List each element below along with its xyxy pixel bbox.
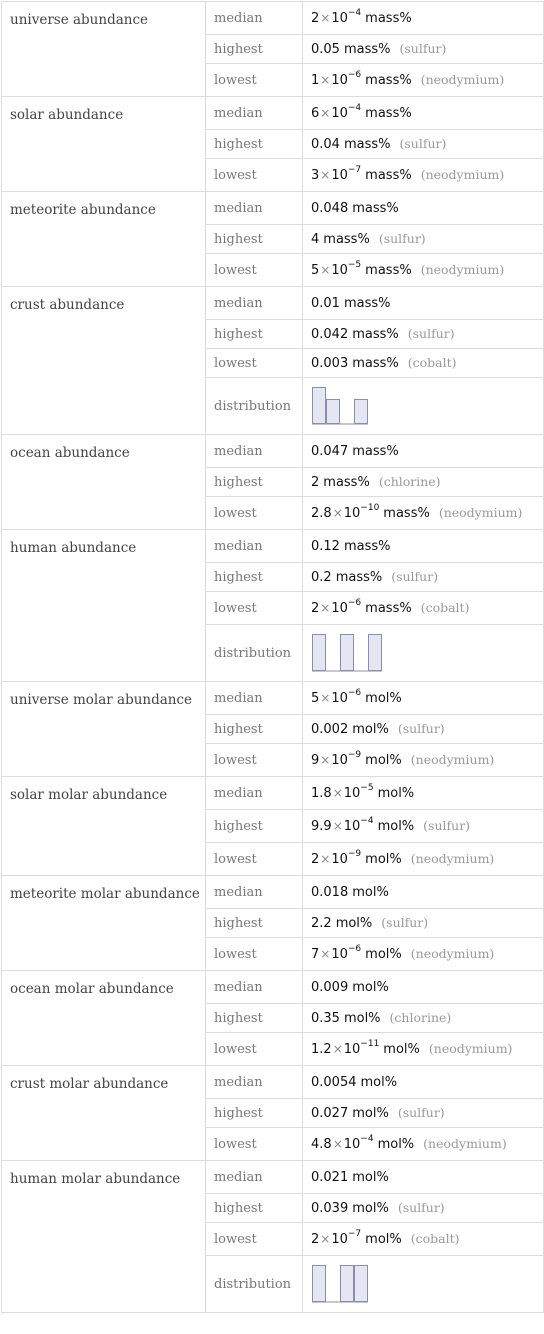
row-value xyxy=(303,64,544,97)
source-note: (neodymium) xyxy=(428,1041,513,1057)
table-row xyxy=(2,530,544,563)
source-note: (sulfur) xyxy=(397,1105,445,1120)
abundance-table xyxy=(1,1,544,1313)
row-label: median xyxy=(206,1161,303,1194)
value-number xyxy=(311,475,319,490)
group-title: ocean abundance xyxy=(2,435,206,530)
times-sign: × xyxy=(320,691,331,706)
power-base: 10 xyxy=(343,506,361,522)
row-value xyxy=(303,592,544,625)
times-sign: × xyxy=(320,947,331,962)
exponent: −4 xyxy=(360,815,374,826)
number: 0.027 xyxy=(311,1106,349,1121)
value-number xyxy=(311,539,340,554)
unit: mol% xyxy=(365,691,402,707)
row-value xyxy=(303,35,544,64)
row-label: highest xyxy=(206,909,303,938)
group-title: universe molar abundance xyxy=(2,682,206,777)
row-label: lowest xyxy=(206,497,303,530)
value-number xyxy=(311,749,362,769)
row-label: lowest xyxy=(206,159,303,192)
value-number xyxy=(311,327,348,342)
times-sign: × xyxy=(320,168,331,183)
times-sign: × xyxy=(332,819,343,834)
histogram-bar xyxy=(313,635,326,671)
power-base: 10 xyxy=(343,1137,361,1153)
mantissa: 5 xyxy=(311,263,320,279)
table-row xyxy=(2,1161,544,1194)
source-note: (sulfur) xyxy=(378,231,426,246)
table-row xyxy=(2,192,544,225)
power-base: 10 xyxy=(331,753,348,769)
value-number xyxy=(311,201,348,216)
number: 0.0054 xyxy=(311,1074,357,1090)
row-label: lowest xyxy=(206,938,303,971)
table-row xyxy=(2,97,544,130)
value-number xyxy=(311,444,348,459)
row-label: median xyxy=(206,192,303,225)
row-label: lowest xyxy=(206,64,303,97)
table-row xyxy=(2,435,544,468)
row-value xyxy=(303,843,544,876)
row-label: lowest xyxy=(206,843,303,876)
row-label: median xyxy=(206,530,303,563)
unit: mol% xyxy=(365,947,402,963)
histogram-bar xyxy=(341,635,354,671)
exponent: −5 xyxy=(360,782,374,793)
row-value xyxy=(303,1223,544,1256)
row-value xyxy=(303,1128,544,1161)
source-note: (chlorine) xyxy=(378,474,441,489)
exponent: −6 xyxy=(347,943,362,954)
row-value xyxy=(303,777,544,810)
row-label: highest xyxy=(206,1194,303,1223)
mantissa: 7 xyxy=(311,947,320,963)
row-value xyxy=(303,254,544,287)
group-title: human abundance xyxy=(2,530,206,682)
number: 2 xyxy=(311,475,320,490)
value-number xyxy=(311,722,348,737)
source-note: (neodymium) xyxy=(410,752,495,768)
source-note: (neodymium) xyxy=(420,167,505,183)
number: 0.021 xyxy=(311,1169,349,1185)
row-value xyxy=(303,909,544,938)
row-value xyxy=(303,159,544,192)
table-row xyxy=(2,2,544,35)
distribution-histogram xyxy=(311,1263,369,1305)
number: 0.018 xyxy=(311,884,349,900)
row-label: median xyxy=(206,435,303,468)
row-value xyxy=(303,435,544,468)
number: 0.04 xyxy=(311,137,340,152)
group-title: meteorite molar abundance xyxy=(2,876,206,971)
row-label: lowest xyxy=(206,592,303,625)
number: 0.12 xyxy=(311,538,340,554)
row-value xyxy=(303,497,544,530)
unit: mol% xyxy=(335,916,373,931)
value-number xyxy=(311,1038,380,1058)
source-note: (sulfur) xyxy=(399,41,447,56)
mantissa: 3 xyxy=(311,168,320,184)
value-number xyxy=(311,687,362,707)
power-base: 10 xyxy=(331,106,348,122)
source-note: (neodymium) xyxy=(410,851,495,867)
times-sign: × xyxy=(332,786,343,801)
row-label: highest xyxy=(206,1099,303,1128)
value-number xyxy=(311,570,332,585)
mantissa: 9.9 xyxy=(311,819,332,835)
source-note: (chlorine) xyxy=(389,1010,452,1025)
value-number xyxy=(311,356,348,371)
unit: mol% xyxy=(352,1169,389,1185)
value-number xyxy=(311,597,362,617)
number: 0.039 xyxy=(311,1201,349,1216)
row-value xyxy=(303,130,544,159)
times-sign: × xyxy=(320,263,331,278)
histogram-bar xyxy=(327,400,340,424)
number: 4 xyxy=(311,232,320,247)
row-label: median xyxy=(206,287,303,320)
value-number xyxy=(311,980,348,995)
row-value xyxy=(303,715,544,744)
row-label: distribution xyxy=(206,1256,303,1313)
value-number xyxy=(311,502,380,522)
unit: mol% xyxy=(383,1042,420,1058)
unit: mol% xyxy=(377,786,415,802)
row-value xyxy=(303,378,544,435)
mantissa: 9 xyxy=(311,753,320,769)
row-value xyxy=(303,625,544,682)
power-base: 10 xyxy=(343,786,361,802)
power-base: 10 xyxy=(331,168,348,184)
power-base: 10 xyxy=(343,819,361,835)
power-base: 10 xyxy=(331,601,348,617)
value-number xyxy=(311,7,362,27)
source-note: (sulfur) xyxy=(423,818,471,834)
row-value xyxy=(303,468,544,497)
unit: mol% xyxy=(360,1074,398,1090)
power-base: 10 xyxy=(331,1232,348,1248)
exponent: −9 xyxy=(347,749,362,760)
table-row xyxy=(2,287,544,320)
times-sign: × xyxy=(320,1232,331,1247)
row-label: lowest xyxy=(206,1033,303,1066)
unit: mol% xyxy=(352,884,389,900)
unit: mass% xyxy=(343,295,391,311)
times-sign: × xyxy=(320,73,331,88)
value-number xyxy=(311,885,348,900)
number: 0.002 xyxy=(311,722,349,737)
row-label: median xyxy=(206,777,303,810)
group-title: solar abundance xyxy=(2,97,206,192)
source-note: (neodymium) xyxy=(420,262,505,278)
group-title: ocean molar abundance xyxy=(2,971,206,1066)
number: 0.05 xyxy=(311,42,340,57)
unit: mol% xyxy=(365,852,402,868)
row-label: highest xyxy=(206,563,303,592)
group-title: crust abundance xyxy=(2,287,206,435)
value-number xyxy=(311,1228,362,1248)
power-base: 10 xyxy=(331,11,348,27)
row-label: highest xyxy=(206,810,303,843)
exponent: −11 xyxy=(360,1038,380,1049)
row-label: median xyxy=(206,971,303,1004)
number: 0.047 xyxy=(311,443,349,459)
source-note: (sulfur) xyxy=(407,326,455,341)
table-row xyxy=(2,876,544,909)
unit: mol% xyxy=(377,819,415,835)
exponent: −7 xyxy=(347,1228,362,1239)
row-value xyxy=(303,1066,544,1099)
abundance-table-body xyxy=(2,2,544,1313)
value-number xyxy=(311,1170,348,1185)
row-value xyxy=(303,744,544,777)
source-note: (cobalt) xyxy=(407,355,457,370)
row-value xyxy=(303,225,544,254)
exponent: −4 xyxy=(347,7,362,18)
exponent: −6 xyxy=(347,597,362,608)
source-note: (cobalt) xyxy=(410,1231,460,1247)
row-value xyxy=(303,320,544,349)
unit: mass% xyxy=(335,570,383,585)
unit: mass% xyxy=(343,137,391,152)
exponent: −4 xyxy=(347,102,362,113)
unit: mass% xyxy=(323,475,370,490)
table-row xyxy=(2,777,544,810)
unit: mol% xyxy=(352,1106,389,1121)
mantissa: 4.8 xyxy=(311,1137,332,1153)
exponent: −4 xyxy=(360,1133,374,1144)
unit: mass% xyxy=(365,11,412,27)
mantissa: 2.8 xyxy=(311,506,332,522)
times-sign: × xyxy=(320,601,331,616)
value-number xyxy=(311,943,362,963)
row-value xyxy=(303,938,544,971)
group-title: human molar abundance xyxy=(2,1161,206,1313)
exponent: −10 xyxy=(360,502,380,513)
row-value xyxy=(303,287,544,320)
value-number xyxy=(311,1201,348,1216)
unit: mol% xyxy=(343,1011,381,1026)
source-note: (sulfur) xyxy=(381,915,429,930)
row-value xyxy=(303,810,544,843)
table-row xyxy=(2,1066,544,1099)
mantissa: 2 xyxy=(311,1232,320,1248)
power-base: 10 xyxy=(331,691,348,707)
mantissa: 1 xyxy=(311,73,320,89)
row-label: median xyxy=(206,876,303,909)
power-base: 10 xyxy=(331,263,348,279)
histogram-bar xyxy=(355,1266,368,1302)
number: 0.003 xyxy=(311,356,349,371)
exponent: −9 xyxy=(347,848,362,859)
unit: mass% xyxy=(343,42,391,57)
unit: mass% xyxy=(352,356,399,371)
row-label: lowest xyxy=(206,744,303,777)
row-value xyxy=(303,2,544,35)
times-sign: × xyxy=(320,753,331,768)
row-value xyxy=(303,530,544,563)
value-number xyxy=(311,1106,348,1121)
unit: mass% xyxy=(383,506,430,522)
source-note: (neodymium) xyxy=(420,72,505,88)
row-value xyxy=(303,1004,544,1033)
power-base: 10 xyxy=(331,73,348,89)
number: 0.042 xyxy=(311,327,349,342)
row-value xyxy=(303,876,544,909)
row-value xyxy=(303,192,544,225)
row-label: highest xyxy=(206,130,303,159)
number: 2.2 xyxy=(311,916,332,931)
exponent: −6 xyxy=(347,687,362,698)
unit: mass% xyxy=(365,263,412,279)
row-label: lowest xyxy=(206,1223,303,1256)
table-row xyxy=(2,971,544,1004)
mantissa: 1.2 xyxy=(311,1042,332,1058)
mantissa: 2 xyxy=(311,852,320,868)
group-title: crust molar abundance xyxy=(2,1066,206,1161)
row-label: highest xyxy=(206,225,303,254)
source-note: (cobalt) xyxy=(420,600,470,616)
unit: mass% xyxy=(365,106,412,122)
number: 0.048 xyxy=(311,200,349,216)
row-label: highest xyxy=(206,715,303,744)
unit: mass% xyxy=(352,327,399,342)
number: 0.01 xyxy=(311,295,340,311)
row-label: median xyxy=(206,1066,303,1099)
value-number xyxy=(311,69,362,89)
source-note: (sulfur) xyxy=(397,721,445,736)
unit: mol% xyxy=(352,979,389,995)
row-label: lowest xyxy=(206,1128,303,1161)
row-value xyxy=(303,1099,544,1128)
power-base: 10 xyxy=(331,947,348,963)
unit: mass% xyxy=(352,443,399,459)
source-note: (sulfur) xyxy=(397,1200,445,1215)
exponent: −6 xyxy=(347,69,362,80)
value-number xyxy=(311,1133,374,1153)
value-number xyxy=(311,232,319,247)
unit: mass% xyxy=(352,200,399,216)
row-value xyxy=(303,1194,544,1223)
unit: mol% xyxy=(352,722,389,737)
row-label: median xyxy=(206,682,303,715)
times-sign: × xyxy=(332,1137,343,1152)
value-number xyxy=(311,848,362,868)
number: 0.2 xyxy=(311,570,332,585)
unit: mass% xyxy=(365,168,412,184)
source-note: (neodymium) xyxy=(438,505,523,521)
row-label: median xyxy=(206,2,303,35)
distribution-histogram xyxy=(311,632,383,674)
number: 0.009 xyxy=(311,979,349,995)
times-sign: × xyxy=(320,11,331,26)
row-label: highest xyxy=(206,468,303,497)
source-note: (sulfur) xyxy=(391,569,439,584)
value-number xyxy=(311,1011,340,1026)
value-number xyxy=(311,296,340,311)
value-number xyxy=(311,815,374,835)
power-base: 10 xyxy=(343,1042,361,1058)
value-number xyxy=(311,782,374,802)
source-note: (neodymium) xyxy=(410,946,495,962)
value-number xyxy=(311,102,362,122)
value-number xyxy=(311,1075,357,1090)
mantissa: 5 xyxy=(311,691,320,707)
unit: mol% xyxy=(352,1201,389,1216)
row-value xyxy=(303,1161,544,1194)
value-number xyxy=(311,42,340,57)
group-title: universe abundance xyxy=(2,2,206,97)
row-value xyxy=(303,1033,544,1066)
group-title: solar molar abundance xyxy=(2,777,206,876)
value-number xyxy=(311,259,362,279)
mantissa: 2 xyxy=(311,11,320,27)
times-sign: × xyxy=(320,106,331,121)
mantissa: 6 xyxy=(311,106,320,122)
group-title: meteorite abundance xyxy=(2,192,206,287)
times-sign: × xyxy=(320,852,331,867)
histogram-bar xyxy=(355,400,368,424)
times-sign: × xyxy=(332,506,343,521)
unit: mass% xyxy=(323,232,370,247)
power-base: 10 xyxy=(331,852,348,868)
unit: mass% xyxy=(343,538,391,554)
number: 0.35 xyxy=(311,1011,340,1026)
row-label: lowest xyxy=(206,254,303,287)
unit: mass% xyxy=(365,601,412,617)
value-number xyxy=(311,137,340,152)
value-number xyxy=(311,916,332,931)
row-label: distribution xyxy=(206,378,303,435)
value-number xyxy=(311,164,362,184)
mantissa: 2 xyxy=(311,601,320,617)
row-label: highest xyxy=(206,1004,303,1033)
row-value xyxy=(303,349,544,378)
row-label: median xyxy=(206,97,303,130)
exponent: −5 xyxy=(347,259,362,270)
distribution-histogram xyxy=(311,385,369,427)
times-sign: × xyxy=(332,1042,343,1057)
source-note: (neodymium) xyxy=(423,1136,507,1152)
histogram-bar xyxy=(313,388,326,424)
unit: mol% xyxy=(365,1232,402,1248)
row-label: lowest xyxy=(206,349,303,378)
row-value xyxy=(303,563,544,592)
unit: mass% xyxy=(365,73,412,89)
mantissa: 1.8 xyxy=(311,786,332,802)
row-label: distribution xyxy=(206,625,303,682)
row-value xyxy=(303,971,544,1004)
row-label: highest xyxy=(206,35,303,64)
row-value xyxy=(303,1256,544,1313)
histogram-bar xyxy=(369,635,382,671)
histogram-bar xyxy=(341,1266,354,1302)
histogram-bar xyxy=(313,1266,326,1302)
source-note: (sulfur) xyxy=(399,136,447,151)
table-row xyxy=(2,682,544,715)
row-value xyxy=(303,97,544,130)
unit: mol% xyxy=(365,753,402,769)
row-value xyxy=(303,682,544,715)
row-label: highest xyxy=(206,320,303,349)
unit: mol% xyxy=(377,1137,415,1153)
exponent: −7 xyxy=(347,164,362,175)
